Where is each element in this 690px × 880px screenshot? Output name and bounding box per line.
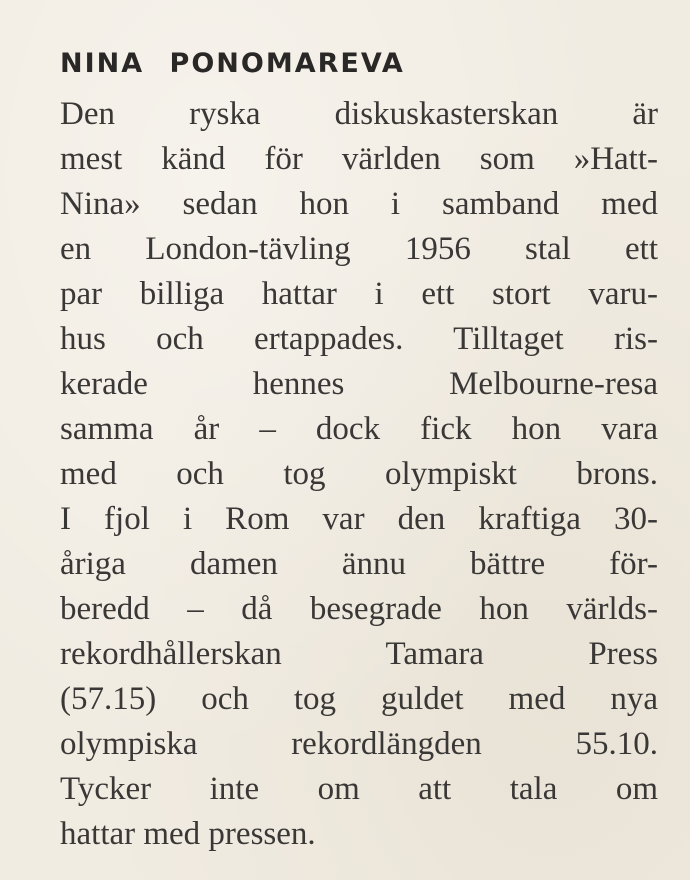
text-line: Den ryska diskuskasterskan är xyxy=(60,96,658,132)
article-body xyxy=(60,92,658,857)
text-line: Nina» sedan hon i samband med xyxy=(60,186,658,222)
text-line: Tycker inte om att tala om xyxy=(60,771,658,807)
text-line: kerade hennes Melbourne-resa xyxy=(60,366,658,402)
text-line: I fjol i Rom var den kraftiga 30- xyxy=(60,501,658,537)
article-heading: NINA PONOMAREVA xyxy=(60,48,405,79)
text-line: mest känd för världen som »Hatt- xyxy=(60,141,658,177)
text-line: med och tog olympiskt brons. xyxy=(60,456,658,492)
text-line: olympiska rekordlängden 55.10. xyxy=(60,726,658,762)
text-line: (57.15) och tog guldet med nya xyxy=(60,681,658,717)
text-line: åriga damen ännu bättre för- xyxy=(60,546,658,582)
text-line: hattar med pressen. xyxy=(60,816,316,852)
text-line: en London-tävling 1956 stal ett xyxy=(60,231,658,267)
text-line: samma år – dock fick hon vara xyxy=(60,411,658,447)
text-line: beredd – då besegrade hon världs- xyxy=(60,591,658,627)
text-line: hus och ertappades. Tilltaget ris- xyxy=(60,321,658,357)
text-line: par billiga hattar i ett stort varu- xyxy=(60,276,658,312)
text-line: rekordhållerskan Tamara Press xyxy=(60,636,658,672)
